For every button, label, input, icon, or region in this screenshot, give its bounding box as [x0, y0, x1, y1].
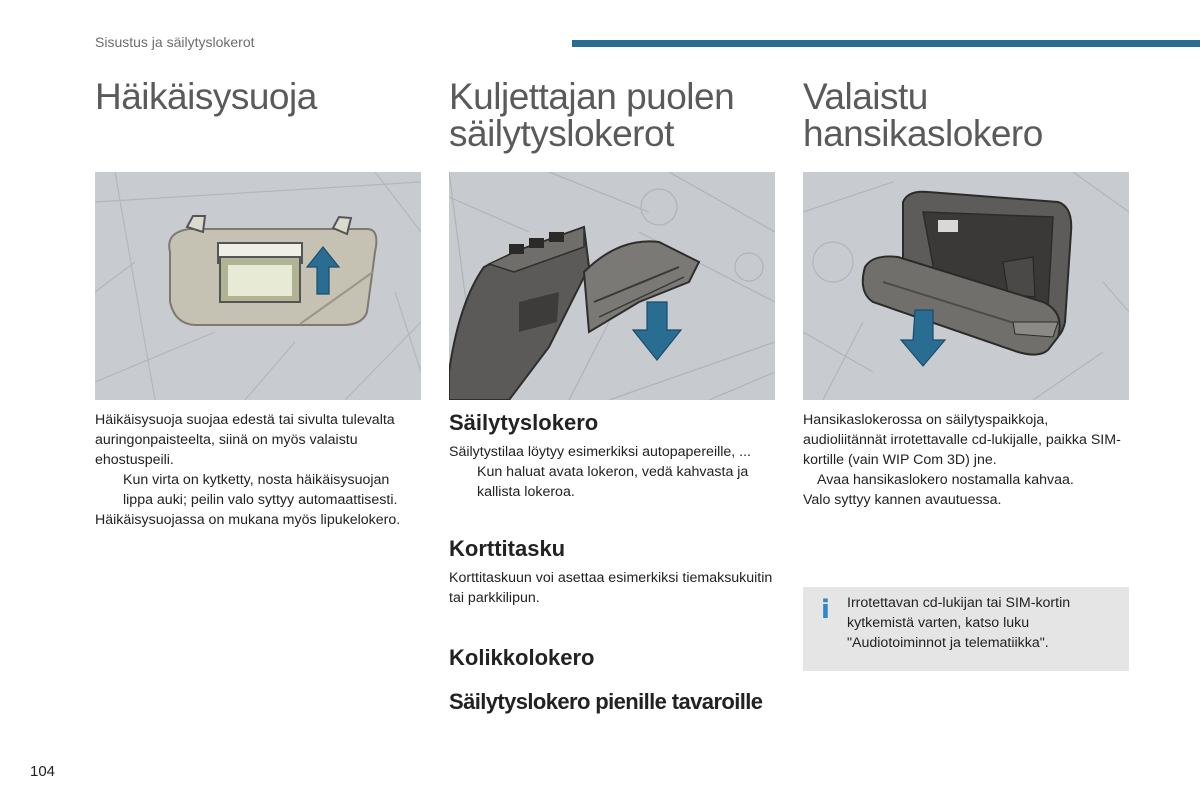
glove-box-bullet: Avaa hansikaslokero nostamalla kahvaa.: [817, 472, 1074, 488]
storage-bullet: Kun haluat avata lokeron, vedä kahvasta ja kallista lokeroa.: [477, 464, 749, 500]
heading-coin-tray: Kolikkolokero: [449, 645, 595, 670]
storage-text: [449, 442, 775, 502]
card-pocket-section: [449, 536, 775, 608]
info-text: Irrotettavan cd-lukijan tai SIM-kortin kytkemistä varten, katso luku "Audiotoiminnot ja telematiikka".: [847, 595, 1071, 651]
sun-visor-text: [95, 410, 421, 530]
sun-visor-bullet: Kun virta on kytketty, nosta häikäisysuojan lippa auki; peilin valo syttyy automaattisesti.: [123, 472, 398, 508]
info-box: [803, 587, 1129, 671]
storage-intro: Säilytystilaa löytyy esimerkiksi autopapereille, ...: [449, 444, 751, 460]
page-number: 104: [30, 763, 56, 780]
card-pocket-text: Korttitaskuun voi asettaa esimerkiksi tiemaksukuitin tai parkkilipun.: [449, 570, 773, 606]
heading-card-pocket: Korttitasku: [449, 536, 566, 561]
sun-visor-outro: Häikäisysuojassa on mukana myös lipukelokero.: [95, 512, 401, 528]
sun-visor-illustration: [95, 172, 421, 400]
storage-section: [449, 410, 775, 502]
glove-box-illustration: [803, 172, 1129, 400]
glove-box-intro: Hansikaslokerossa on säilytyspaikkoja, audioliitännät irrotettavalle cd-lukijalle, paikka SIM-kortille (vain WIP Com 3D) jne.: [803, 412, 1121, 468]
glove-box-text: [803, 410, 1129, 510]
info-icon: i: [821, 595, 830, 625]
header-accent-bar: [572, 40, 1200, 47]
heading-small-items: Säilytyslokero pienille tavaroille: [449, 689, 763, 714]
heading-storage: Säilytyslokero: [449, 410, 599, 435]
coin-tray-section: [449, 645, 775, 671]
driver-storage-illustration: [449, 172, 775, 400]
small-items-section: [449, 689, 789, 715]
page-title-sun-visor: Häikäisysuoja: [95, 76, 317, 117]
page-title-glove-box: Valaistu hansikaslokero: [803, 76, 1043, 154]
page-title-driver-storage: Kuljettajan puolen säilytyslokerot: [449, 76, 735, 154]
section-header: Sisustus ja säilytyslokerot: [95, 34, 255, 50]
glove-box-outro: Valo syttyy kannen avautuessa.: [803, 492, 1002, 508]
sun-visor-intro: Häikäisysuoja suojaa edestä tai sivulta tulevalta auringonpaisteelta, siinä on myös valaistu ehostuspeili.: [95, 412, 395, 468]
